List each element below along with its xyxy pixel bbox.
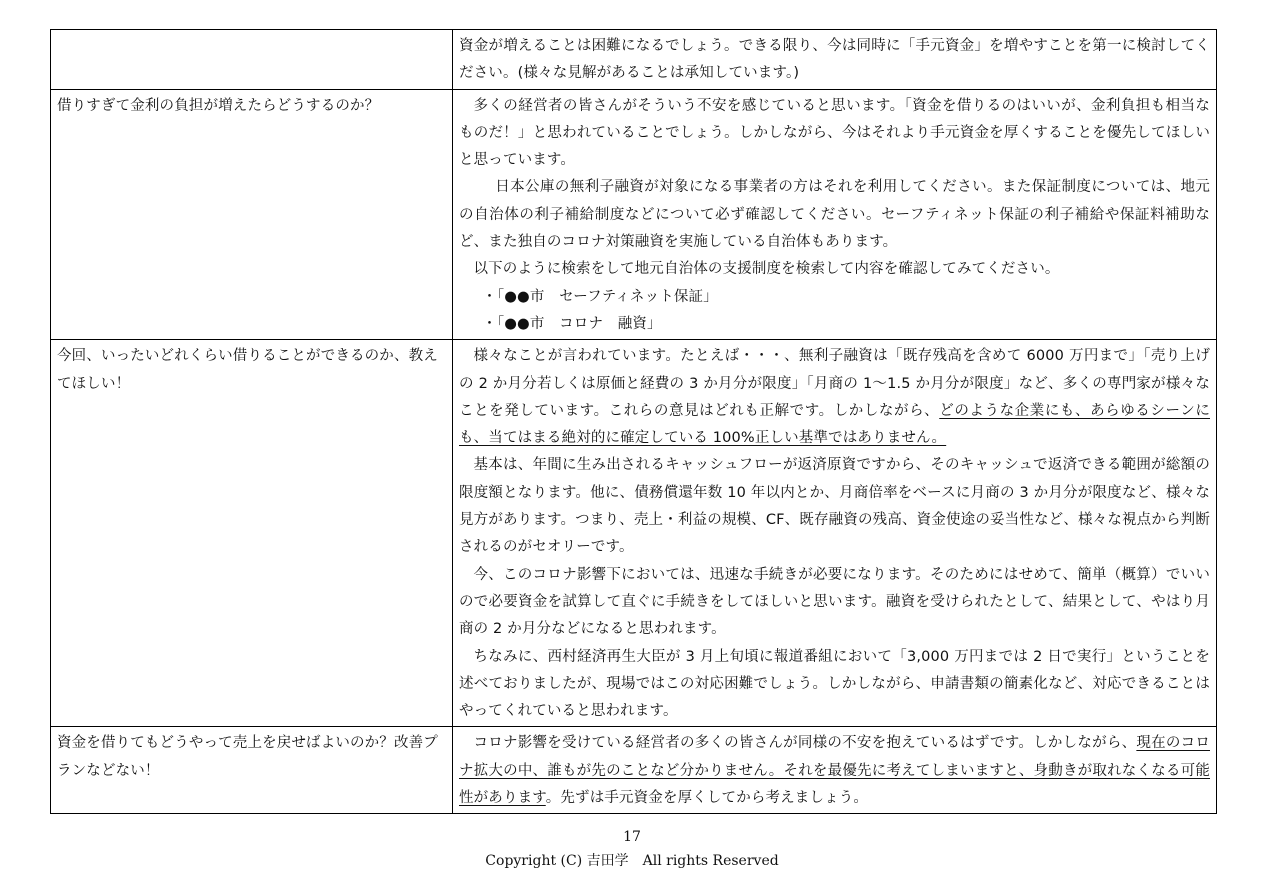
- answer-paragraph: [459, 343, 1210, 452]
- answer-paragraph: [459, 174, 1210, 256]
- answer-paragraph: [459, 562, 1210, 644]
- search-example-item: [459, 311, 1210, 338]
- text-segment: 多くの経営者の皆さんがそういう不安を感じていると思います。「資金を借りるのはいいが、金利負担も相当なものだ！」と思われていることでしょう。しかしながら、今はそれより手元資金を厚くすることを優先してほしいと思っています。: [459, 97, 1210, 169]
- faq-row: [51, 727, 1217, 814]
- answer-paragraph: [459, 730, 1210, 812]
- question-cell: 資金を借りてもどうやって売上を戻せばよいのか？改善プランなどない！: [51, 727, 453, 814]
- question-cell: [51, 30, 453, 90]
- answer-paragraph: [459, 33, 1210, 88]
- question-cell: 今回、いったいどれくらい借りることができるのか、教えてほしい！: [51, 340, 453, 727]
- underlined-text: どのような企業にも、あらゆるシーンにも、当てはまる絶対的に確定している 100%正しい基準ではありません。: [459, 402, 1210, 447]
- text-segment: 日本公庫の無利子融資が対象になる事業者の方はそれを利用してください。また保証制度については、地元の自治体の利子補給制度などについて必ず確認してください。セーフティネット保証の利子補給や保証料補助など、また独自のコロナ対策融資を実施している自治体もあります。: [459, 179, 1210, 251]
- text-segment: 今、このコロナ影響下においては、迅速な手続きが必要になります。そのためにはせめて、簡単（概算）でいいので必要資金を試算して直ぐに手続きをしてほしいと思います。融資を受けられたとして、結果として、やはり月商の 2 か月分などになると思われます。: [459, 566, 1210, 638]
- text-segment: ・「●●市 コロナ 融資」: [482, 315, 662, 332]
- faq-row: [51, 89, 1217, 340]
- underlined-text: 現在のコロナ拡大の中、誰もが先のことなど分かりません。それを最優先に考えてしまいますと、身動きが取れなくなる可能性があります: [459, 735, 1210, 807]
- answer-cell: [453, 30, 1217, 90]
- faq-row: [51, 30, 1217, 90]
- text-segment: 以下のように検索をして地元自治体の支援制度を検索して内容を確認してみてください。: [473, 261, 1060, 278]
- text-segment: 。先ずは手元資金を厚くしてから考えましょう。: [545, 790, 869, 807]
- text-segment: 様々なことが言われています。たとえば・・・、無利子融資は「既存残高を含めて 6000 万円まで」「売り上げの 2 か月分若しくは原価と経費の 3 か月分が限度」「月商の 1～1.5 か月分が限度」など、多くの専門家が様々なことを発しています。これらの意見はどれも正解です。しかしながら、: [459, 348, 1210, 419]
- faq-table-body: [51, 30, 1217, 814]
- page-number: 17: [623, 829, 641, 845]
- answer-paragraph: [459, 93, 1210, 175]
- text-segment: ちなみに、西村経済再生大臣が 3 月上旬頃に報道番組において「3,000 万円までは 2 日で実行」ということを述べておりましたが、現場ではこの対応困難でしょう。しかしながら、申請書類の簡素化など、対応できることはやってくれていると思われます。: [459, 648, 1210, 720]
- faq-table: [50, 29, 1217, 814]
- answer-cell: [453, 89, 1217, 340]
- answer-paragraph: [459, 256, 1210, 283]
- text-segment: ・「●●市 セーフティネット保証」: [482, 288, 718, 305]
- copyright-notice: Copyright (C) 吉田学 All rights Reserved: [485, 853, 779, 869]
- faq-row: [51, 340, 1217, 727]
- text-segment: 資金が増えることは困難になるでしょう。できる限り、今は同時に「手元資金」を増やすことを第一に検討してください。(様々な見解があることは承知しています。): [459, 38, 1210, 82]
- answer-cell: [453, 340, 1217, 727]
- answer-paragraph: [459, 644, 1210, 726]
- text-segment: コロナ影響を受けている経営者の多くの皆さんが同様の不安を抱えているはずです。しかしながら、: [473, 735, 1137, 752]
- answer-cell: [453, 727, 1217, 814]
- answer-paragraph: [459, 452, 1210, 561]
- text-segment: 基本は、年間に生み出されるキャッシュフローが返済原資ですから、そのキャッシュで返済できる範囲が総額の限度額となります。他に、債務償還年数 10 年以内とか、月商倍率をベースに月商の 3 か月分が限度など、様々な見方があります。つまり、売上・利益の規模、CF、既存融資の残高、資金使途の妥当性など、様々な視点から判断されるのがセオリーです。: [459, 457, 1210, 556]
- search-example-item: [459, 284, 1210, 311]
- question-cell: 借りすぎて金利の負担が増えたらどうするのか？: [51, 89, 453, 340]
